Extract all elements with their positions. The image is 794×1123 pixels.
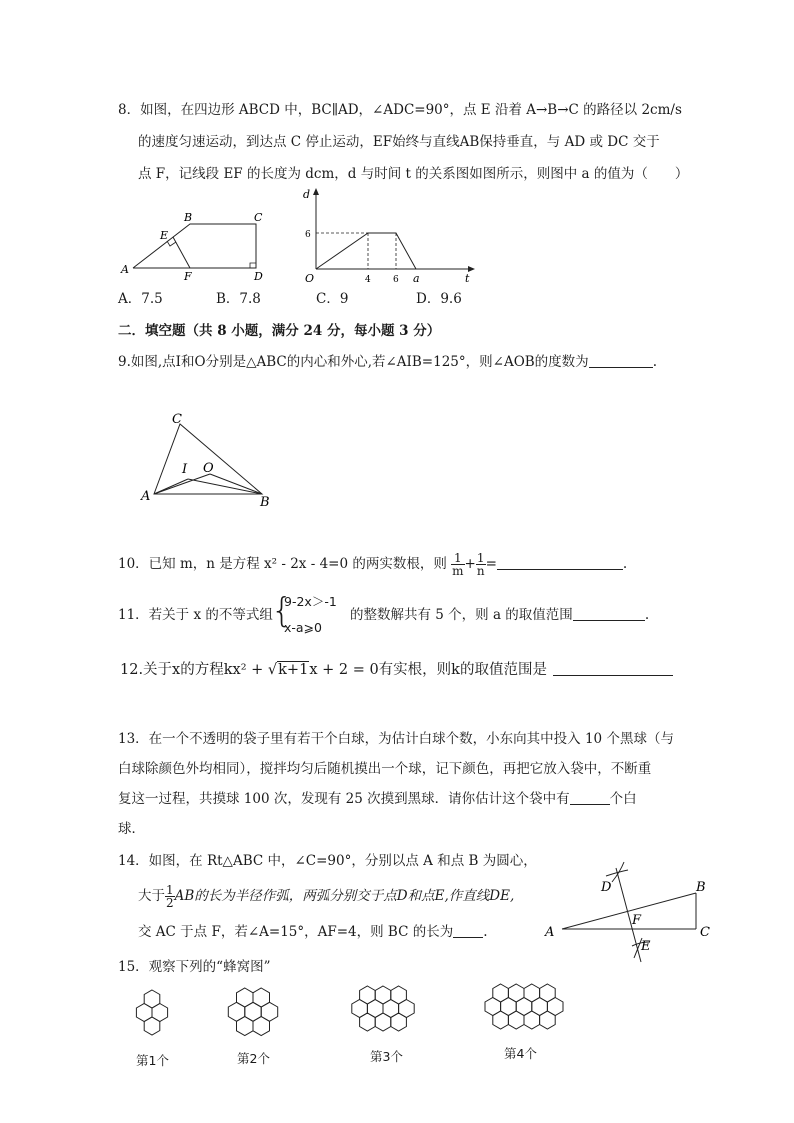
q10-answer-blank[interactable] xyxy=(497,555,623,570)
q10-frac-1n: $\frac{1}{n}$ xyxy=(476,551,485,578)
q14-label-f: F xyxy=(632,913,642,928)
q13-line3: 复这一过程，共摸球 100 次，发现有 25 次摸到黑球．请你估计这个袋中有 个白 xyxy=(118,791,637,807)
q14-triangle-figure xyxy=(540,858,720,968)
q9-triangle-figure xyxy=(136,408,276,508)
honeycomb-3 xyxy=(352,986,414,1031)
q11-answer-blank[interactable] xyxy=(573,606,645,621)
q8-label-b: B xyxy=(184,211,193,224)
hexagon-cell xyxy=(508,1011,524,1029)
q12-text: 12.关于x的方程kx² + √k+1x + 2 = 0有实根，则k的取值范围是 xyxy=(120,661,673,679)
q11-post: 的整数解共有 5 个，则 a 的取值范围 . xyxy=(350,607,650,623)
q13-line2: 白球除颜色外均相同），搅拌均匀后随机摸出一个球，记下颜色，再把它放入袋中，不断重 xyxy=(118,761,652,777)
q15-caption-2: 第2个 xyxy=(237,1051,270,1066)
q8-option-a: A．7.5 xyxy=(118,291,163,307)
q8-graph-d: d xyxy=(303,188,311,201)
q8-line1: 8．如图，在四边形 ABCD 中，BC∥AD，∠ADC=90°，点 E 沿着 A→B→C 的路径以 2cm/s xyxy=(118,102,682,118)
q8-graph-a: a xyxy=(413,272,420,285)
q8-graph-t: t xyxy=(465,272,470,285)
q8-graph-six-x: 6 xyxy=(393,275,399,285)
q8-line3: 点 F，记线段 EF 的长度为 dcm，d 与时间 t 的关系图如图所示，则图中 a 的值为（ ） xyxy=(138,166,689,182)
hexagon-cell xyxy=(375,1013,391,1031)
q13-answer-blank[interactable] xyxy=(570,790,610,805)
q10-frac-1m: $\frac{1}{m}$ xyxy=(452,551,464,578)
q14-frac-half: $\frac{1}{2}$ xyxy=(166,883,174,910)
q11-pre: 11．若关于 x 的不等式组 xyxy=(118,607,273,623)
q8-graph-o: O xyxy=(305,272,315,285)
q8-graph-six-y: 6 xyxy=(305,230,311,240)
q8-option-b: B．7.8 xyxy=(216,291,261,307)
q14-label-e: E xyxy=(641,939,651,954)
q14-label-d: D xyxy=(601,880,612,895)
hexagon-cell xyxy=(253,1017,270,1036)
hexagon-cell xyxy=(144,1017,160,1035)
q12-sqrt-radicand: k+1 xyxy=(278,662,309,678)
q11-brace: { xyxy=(271,591,293,631)
q8-label-e: E xyxy=(160,229,169,242)
q8-graph-four: 4 xyxy=(365,275,371,285)
honeycomb-2 xyxy=(228,988,277,1036)
q14-line1: 14．如图，在 Rt△ABC 中，∠C=90°，分别以点 A 和点 B 为圆心， xyxy=(118,853,537,869)
q14-line3: 交 AC 于点 F，若∠A=15°，AF=4，则 BC 的长为 . xyxy=(138,924,488,940)
q8-quadrilateral-figure xyxy=(118,208,278,283)
q12-answer-blank[interactable] xyxy=(553,661,673,676)
q8-label-c: C xyxy=(254,211,263,224)
hexagon-cell xyxy=(524,1011,540,1029)
q9-label-i: I xyxy=(182,462,188,477)
q14-label-c: C xyxy=(700,925,710,940)
q14-line2: 大于 $\frac{1}{2}$ AB的长为半径作弧，两弧分别交于点D和点E,作直线DE, xyxy=(138,883,515,910)
q8-label-f: F xyxy=(184,270,192,283)
q14-label-b: B xyxy=(696,880,706,895)
q8-label-d: D xyxy=(254,270,263,283)
q9-text: 9.如图,点I和O分别是△ABC的内心和外心,若∠AIB=125°，则∠AOB的度数为 . xyxy=(118,354,657,370)
q8-line2: 的速度匀速运动，到达点 C 停止运动，EF始终与直线AB保持垂直，与 AD 或 DC 交于 xyxy=(138,134,660,150)
q13-line4: 球． xyxy=(118,821,145,837)
hexagon-cell xyxy=(360,1013,376,1031)
honeycomb-1 xyxy=(136,990,167,1035)
q9-label-b: B xyxy=(260,495,270,508)
q11-ineq-1: 9-2x＞-1 xyxy=(284,594,337,609)
q8-dt-graph xyxy=(296,186,481,286)
q9-label-o: O xyxy=(203,461,214,476)
q8-option-c: C．9 xyxy=(316,291,349,307)
q14-answer-blank[interactable] xyxy=(453,923,483,938)
hexagon-cell xyxy=(237,1017,254,1036)
section-fill-in-heading: 二．填空题（共 8 小题，满分 24 分，每小题 3 分） xyxy=(118,323,441,339)
q10-text: 10．已知 m，n 是方程 x² - 2x - 4=0 的两实数根，则 $\frac{1}{m}$ + $\frac{1}{n}$ = . xyxy=(118,551,628,578)
q14-label-a: A xyxy=(545,925,555,940)
hexagon-cell xyxy=(391,1013,407,1031)
honeycomb-4 xyxy=(485,984,563,1029)
q11-ineq-2: x-a⩾0 xyxy=(284,620,322,635)
q9-label-c: C xyxy=(172,412,182,427)
hexagon-cell xyxy=(493,1011,509,1029)
q9-label-a: A xyxy=(141,489,151,504)
q15-caption-4: 第4个 xyxy=(504,1046,537,1061)
hexagon-cell xyxy=(540,1011,556,1029)
q15-caption-1: 第1个 xyxy=(136,1053,169,1068)
q8-label-a: A xyxy=(121,263,129,276)
q13-line1: 13．在一个不透明的袋子里有若干个白球，为估计白球个数，小东向其中投入 10 个黑球（与 xyxy=(118,731,674,747)
q15-text: 15．观察下列的“蜂窝图” xyxy=(118,959,271,975)
q8-option-d: D．9.6 xyxy=(416,291,462,307)
q9-answer-blank[interactable] xyxy=(589,353,653,368)
q15-caption-3: 第3个 xyxy=(370,1049,403,1064)
